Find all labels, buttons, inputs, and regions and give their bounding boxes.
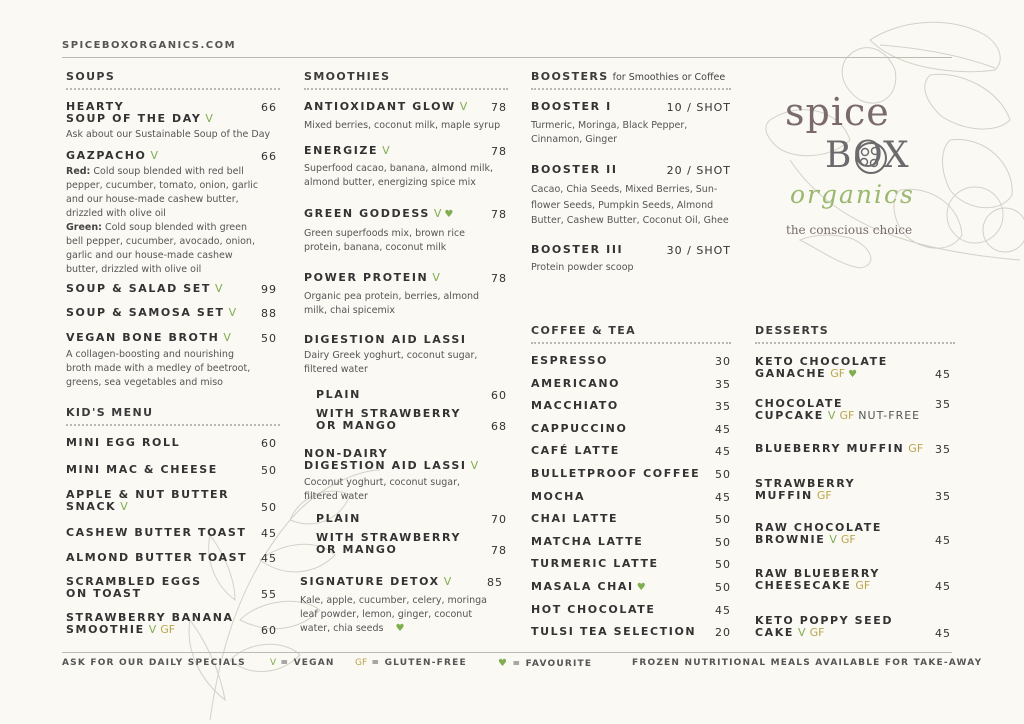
soups-divider [66, 88, 280, 90]
menu-item-name: BOOSTER I [531, 100, 612, 113]
menu-item-desc: Kale, apple, cucumber, celery, moringa leaf powder, lemon, ginger, coconut water, chia seeds ♥ [300, 595, 487, 634]
menu-item-desc: Ask about our Sustainable Soup of the Day [66, 129, 271, 140]
brand-logo-spice: spice [785, 90, 890, 134]
vegan-badge: V [470, 459, 479, 472]
menu-item-name: SIGNATURE DETOX V [300, 575, 452, 588]
lassi-option: PLAIN [316, 388, 361, 401]
vegan-badge: V [459, 100, 468, 113]
smoothies-heading: SMOOTHIES [304, 70, 391, 83]
menu-item-price: 30 [715, 355, 731, 368]
menu-item-price: 45 [715, 445, 731, 458]
menu-item-name: TURMERIC LATTE [531, 557, 659, 570]
menu-item-price: 35 [935, 443, 951, 456]
vegan-symbol: V [270, 658, 277, 668]
menu-item-price: 66 [261, 150, 277, 163]
menu-item-name: SCRAMBLED EGGS [66, 575, 202, 588]
vegan-badge: V [214, 282, 223, 295]
menu-item-name: CAKE V GF [755, 626, 825, 639]
vegan-badge: V [148, 623, 157, 636]
menu-item-price: 85 [487, 576, 503, 589]
menu-item-price: 50 [261, 464, 277, 477]
gluten-free-badge: GF [855, 579, 871, 592]
menu-item-name: RAW CHOCOLATE [755, 521, 882, 534]
kids-divider [66, 424, 280, 426]
desserts-divider [755, 342, 955, 344]
menu-item-price: 45 [261, 552, 277, 565]
menu-item-price: 70 [491, 513, 507, 526]
menu-item-name: CUPCAKE V GF NUT-FREE [755, 409, 921, 422]
menu-item-name: MATCHA LATTE [531, 535, 644, 548]
menu-item-name: ESPRESSO [531, 354, 608, 367]
brand-tagline: the conscious choice [786, 223, 913, 237]
menu-item-price: 68 [491, 420, 507, 433]
legend-favourite: ♥ = FAVOURITE [498, 658, 593, 669]
gluten-free-badge: GF [160, 623, 176, 636]
menu-item-desc: Superfood cacao, banana, almond milk, almond butter, energizing spice mix [304, 163, 494, 188]
vegan-badge: V [205, 112, 213, 125]
menu-item-name: AMERICANO [531, 377, 621, 390]
menu-item-name: SOUP & SAMOSA SET V [66, 306, 237, 319]
menu-item-name: BROWNIE V GF [755, 533, 856, 546]
frozen-meals-note: FROZEN NUTRITIONAL MEALS AVAILABLE FOR TAKE-AWAY [632, 658, 983, 668]
menu-item-desc: Protein powder scoop [531, 262, 634, 273]
menu-item-desc: Organic pea protein, berries, almond milk, chai spicemix [304, 291, 480, 316]
gluten-free-badge: GF [839, 409, 855, 422]
menu-item-price: 78 [491, 272, 507, 285]
menu-item-price: 88 [261, 307, 277, 320]
favourite-heart-icon: ♥ [848, 369, 859, 380]
menu-item-name: HOT CHOCOLATE [531, 603, 656, 616]
menu-item-name: DIGESTION AID LASSI [304, 333, 467, 346]
menu-item-desc: Dairy Greek yoghurt, coconut sugar, filtered water [304, 350, 478, 375]
menu-item-name: STRAWBERRY [755, 477, 856, 490]
gluten-free-symbol: GF [355, 658, 368, 668]
vegan-badge: V [829, 533, 837, 546]
menu-item-name: APPLE & NUT BUTTER [66, 488, 230, 501]
menu-item-price: 50 [261, 332, 277, 345]
favourite-heart-icon: ♥ [395, 623, 405, 634]
menu-item-price: 35 [935, 398, 951, 411]
menu-item-name: MINI EGG ROLL [66, 436, 181, 449]
menu-item-name: ALMOND BUTTER TOAST [66, 551, 248, 564]
menu-item-name: BULLETPROOF COFFEE [531, 467, 701, 480]
menu-item-price: 45 [935, 368, 951, 381]
menu-item-name: RAW BLUEBERRY [755, 567, 880, 580]
menu-item-price: 78 [491, 101, 507, 114]
menu-item-desc: Coconut yoghurt, coconut sugar, filtered water [304, 477, 461, 502]
menu-item-name: CHEESECAKE GF [755, 579, 871, 592]
brand-logo-box: BOX [825, 135, 910, 176]
vegan-badge: V [827, 409, 836, 422]
menu-item-price: 66 [261, 101, 277, 114]
menu-item-price: 55 [261, 588, 277, 601]
gluten-free-badge: GF [908, 442, 924, 455]
coffee-divider [531, 342, 731, 344]
menu-item-name: SMOOTHIE V GF [66, 623, 176, 636]
nut-free-label: NUT-FREE [858, 409, 921, 422]
menu-item-price: 78 [491, 544, 507, 557]
menu-item-price: 50 [715, 581, 731, 594]
menu-item-name: HEARTY [66, 100, 125, 113]
legend-gluten-free: GF = GLUTEN-FREE [355, 658, 467, 668]
menu-item-price: 45 [715, 604, 731, 617]
menu-item-name: BOOSTER II [531, 163, 618, 176]
spice-bowl-icon [853, 140, 889, 176]
menu-item-name: ENERGIZE V [304, 144, 390, 157]
vegan-badge: V [798, 626, 806, 639]
menu-item-name: NON-DAIRY [304, 447, 389, 460]
menu-item-name: SOUP & SALAD SET V [66, 282, 223, 295]
bottom-divider [62, 652, 952, 653]
menu-item-name: CHOCOLATE [755, 397, 844, 410]
menu-item-name: GANACHE GF ♥ [755, 367, 859, 380]
lassi-option: WITH STRAWBERRY [316, 531, 462, 544]
daily-specials-note: ASK FOR OUR DAILY SPECIALS [62, 658, 246, 668]
menu-item-name: VEGAN BONE BROTH V [66, 331, 231, 344]
menu-item-name: KETO POPPY SEED [755, 614, 894, 627]
menu-item-desc: A collagen-boosting and nourishing broth made with a medley of beetroot, greens, sea vegetables and miso [66, 349, 251, 388]
vegan-badge: V [120, 500, 128, 513]
menu-item-price: 45 [935, 534, 951, 547]
favourite-heart-icon: ♥ [444, 209, 455, 220]
lassi-option: OR MANGO [316, 419, 398, 432]
menu-item-price: 35 [715, 400, 731, 413]
menu-item-name: BLUEBERRY MUFFIN GF [755, 442, 924, 455]
kids-menu-heading: KID'S MENU [66, 406, 154, 419]
menu-item-price: 45 [715, 423, 731, 436]
menu-item-name: CHAI LATTE [531, 512, 619, 525]
lassi-option: WITH STRAWBERRY [316, 407, 462, 420]
legend-vegan: V = VEGAN [270, 658, 335, 668]
menu-item-name: KETO CHOCOLATE [755, 355, 888, 368]
menu-item-price: 50 [715, 468, 731, 481]
menu-item-price: 60 [261, 624, 277, 637]
menu-item-name: MUFFIN GF [755, 489, 832, 502]
menu-item-price: 45 [715, 491, 731, 504]
menu-item-name: STRAWBERRY BANANA [66, 611, 234, 624]
menu-item-price: 50 [715, 536, 731, 549]
vegan-badge: V [433, 207, 442, 220]
menu-item-name: DIGESTION AID LASSI V [304, 459, 479, 472]
menu-item-name: CAPPUCCINO [531, 422, 628, 435]
menu-item-price: 45 [935, 627, 951, 640]
brand-logo-organics: organics [790, 180, 915, 209]
gluten-free-badge: GF [816, 489, 832, 502]
menu-item-price: 20 [715, 626, 731, 639]
menu-item-name: SNACK V [66, 500, 128, 513]
menu-item-desc: Turmeric, Moringa, Black Pepper, Cinnamon, Ginger [531, 120, 688, 145]
menu-item-price: 99 [261, 283, 277, 296]
menu-item-name: TULSI TEA SELECTION [531, 625, 697, 638]
menu-item-price: 10 / SHOT [666, 101, 731, 114]
boosters-divider [531, 88, 731, 90]
menu-item-name: BOOSTER III [531, 243, 624, 256]
favourite-heart-icon: ♥ [498, 658, 509, 669]
vegan-badge: V [228, 306, 237, 319]
top-divider [62, 57, 952, 58]
boosters-heading: BOOSTERS for Smoothies or Coffee [531, 70, 726, 83]
menu-item-price: 60 [261, 437, 277, 450]
vegan-badge: V [382, 144, 390, 157]
website-url[interactable]: SPICEBOXORGANICS.COM [62, 40, 237, 51]
gazpacho-red-desc: Red: Cold soup blended with red bell pepper, cucumber, tomato, onion, garlic and our house-made cashew butter, drizzled with olive oil Green: Cold soup blended with green bell pepper, cucumber, avocado, onion, garlic and our house-made cashew butter, drizzled with olive oil [66, 166, 259, 275]
menu-item-price: 50 [261, 501, 277, 514]
menu-item-desc: Mixed berries, coconut milk, maple syrup [304, 120, 501, 131]
menu-item-price: 35 [935, 490, 951, 503]
menu-item-name: POWER PROTEIN V [304, 271, 440, 284]
menu-item-name: MACCHIATO [531, 399, 619, 412]
gluten-free-badge: GF [809, 626, 825, 639]
menu-item-name: MINI MAC & CHEESE [66, 463, 218, 476]
soups-heading: SOUPS [66, 70, 116, 83]
smoothies-divider [304, 88, 508, 90]
menu-item-name: GREEN GODDESS V ♥ [304, 207, 455, 220]
menu-item-name: SOUP OF THE DAY V [66, 112, 213, 125]
menu-item-price: 45 [935, 580, 951, 593]
menu-item-name: ON TOAST [66, 587, 142, 600]
lassi-option: OR MANGO [316, 543, 398, 556]
lassi-option: PLAIN [316, 512, 361, 525]
menu-item-desc: Cacao, Chia Seeds, Mixed Berries, Sun- flower Seeds, Pumpkin Seeds, Almond Butter, Cashew Butter, Coconut Oil, Ghee [531, 184, 729, 226]
desserts-heading: DESSERTS [755, 324, 830, 337]
menu-item-name: CAFÉ LATTE [531, 444, 620, 457]
coffee-tea-heading: COFFEE & TEA [531, 324, 637, 337]
menu-item-price: 30 / SHOT [666, 244, 731, 257]
favourite-heart-icon: ♥ [636, 582, 648, 593]
gluten-free-badge: GF [830, 367, 846, 380]
menu-item-name: MASALA CHAI ♥ [531, 580, 648, 593]
menu-item-price: 50 [715, 558, 731, 571]
menu-item-name: ANTIOXIDANT GLOW V [304, 100, 468, 113]
menu-item-desc: Green superfoods mix, brown rice protein, banana, coconut milk [304, 228, 466, 253]
vegan-badge: V [223, 331, 231, 344]
menu-item-name: CASHEW BUTTER TOAST [66, 526, 247, 539]
menu-item-price: 60 [491, 389, 507, 402]
vegan-badge: V [432, 271, 440, 284]
menu-item-name: GAZPACHO V [66, 149, 159, 162]
vegan-badge: V [443, 575, 452, 588]
menu-item-price: 78 [491, 208, 507, 221]
menu-item-price: 35 [715, 378, 731, 391]
menu-item-name: MOCHA [531, 490, 586, 503]
menu-item-price: 45 [261, 527, 277, 540]
gluten-free-badge: GF [840, 533, 856, 546]
menu-item-price: 20 / SHOT [666, 164, 731, 177]
menu-item-price: 50 [715, 513, 731, 526]
menu-item-price: 78 [491, 145, 507, 158]
vegan-badge: V [150, 149, 159, 162]
